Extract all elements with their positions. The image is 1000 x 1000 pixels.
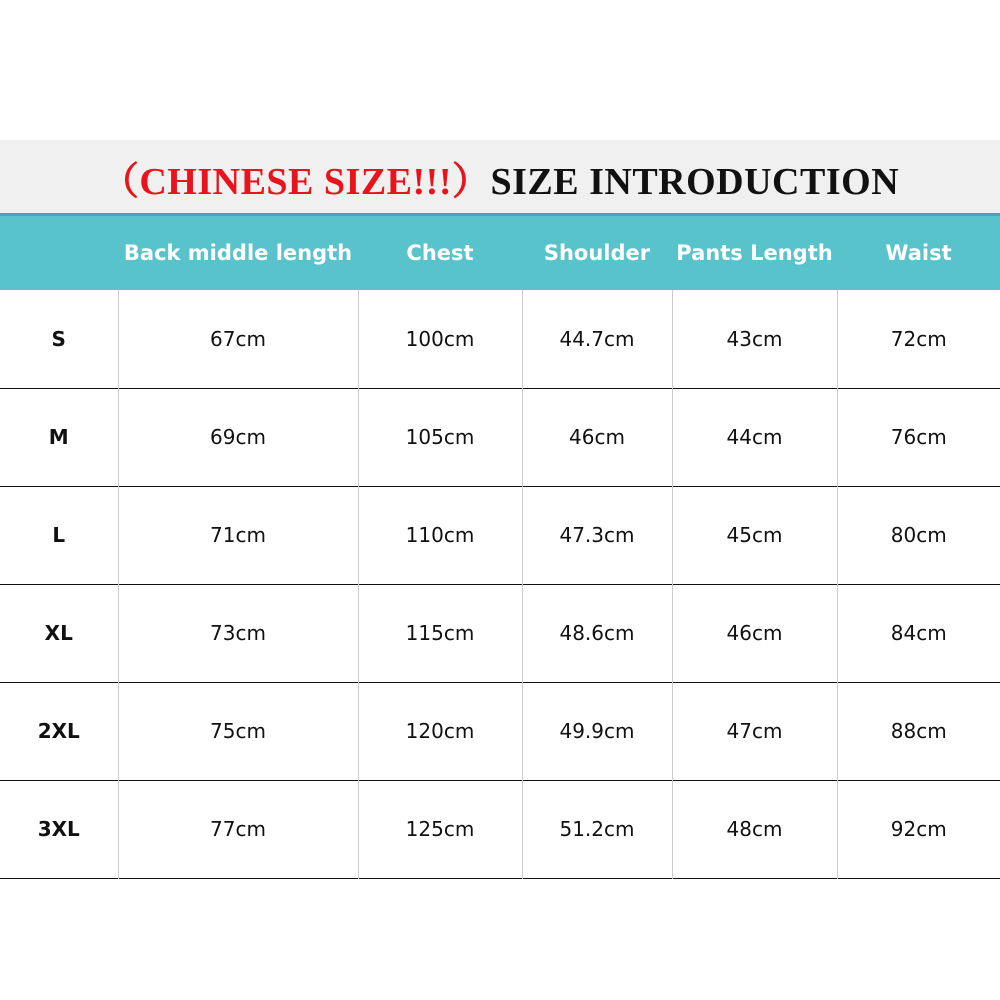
header-size — [0, 216, 118, 290]
pants-length-cell: 45cm — [672, 486, 837, 584]
back-middle-length-cell: 75cm — [118, 682, 358, 780]
pants-length-cell: 48cm — [672, 780, 837, 878]
pants-length-cell: 43cm — [672, 290, 837, 388]
header-shoulder: Shoulder — [543, 241, 651, 265]
size-cell: M — [48, 425, 69, 449]
shoulder-cell: 46cm — [522, 388, 672, 486]
back-middle-length-cell: 69cm — [118, 388, 358, 486]
waist-cell: 88cm — [837, 682, 1000, 780]
size-cell: XL — [44, 621, 73, 645]
shoulder-cell: 47.3cm — [522, 486, 672, 584]
waist-cell: 76cm — [837, 388, 1000, 486]
chest-cell: 125cm — [358, 780, 522, 878]
title-size-introduction: SIZE INTRODUCTION — [490, 160, 900, 203]
pants-length-cell: 44cm — [672, 388, 837, 486]
table-header-row — [0, 216, 1000, 290]
title-band — [0, 140, 1000, 214]
waist-cell: 92cm — [837, 780, 1000, 878]
chest-cell: 110cm — [358, 486, 522, 584]
size-cell: 2XL — [37, 719, 80, 743]
title-chinese-size-note: （CHINESE SIZE!!!） — [100, 160, 491, 203]
size-table — [0, 216, 1000, 879]
header-waist: Waist — [885, 241, 952, 265]
table-row — [0, 486, 1000, 584]
chest-cell: 105cm — [358, 388, 522, 486]
header-chest: Chest — [406, 241, 474, 265]
pants-length-cell: 46cm — [672, 584, 837, 682]
size-cell: S — [51, 326, 66, 351]
waist-cell: 80cm — [837, 486, 1000, 584]
shoulder-cell: 49.9cm — [522, 682, 672, 780]
table-row — [0, 290, 1000, 388]
waist-cell: 72cm — [837, 290, 1000, 388]
back-middle-length-cell: 73cm — [118, 584, 358, 682]
shoulder-cell: 48.6cm — [522, 584, 672, 682]
chest-cell: 115cm — [358, 584, 522, 682]
shoulder-cell: 44.7cm — [522, 290, 672, 388]
chest-cell: 100cm — [358, 290, 522, 388]
waist-cell: 84cm — [837, 584, 1000, 682]
back-middle-length-cell: 77cm — [118, 780, 358, 878]
page-title — [101, 150, 899, 205]
back-middle-length-cell: 67cm — [118, 290, 358, 388]
table-row — [0, 780, 1000, 878]
table-row — [0, 388, 1000, 486]
size-cell: L — [52, 523, 66, 547]
size-cell: 3XL — [37, 817, 80, 841]
pants-length-cell: 47cm — [672, 682, 837, 780]
back-middle-length-cell: 71cm — [118, 486, 358, 584]
table-row — [0, 584, 1000, 682]
table-row — [0, 682, 1000, 780]
chest-cell: 120cm — [358, 682, 522, 780]
shoulder-cell: 51.2cm — [522, 780, 672, 878]
header-pants-length: Pants Length — [676, 241, 833, 265]
header-back-middle-length: Back middle length — [123, 241, 353, 265]
